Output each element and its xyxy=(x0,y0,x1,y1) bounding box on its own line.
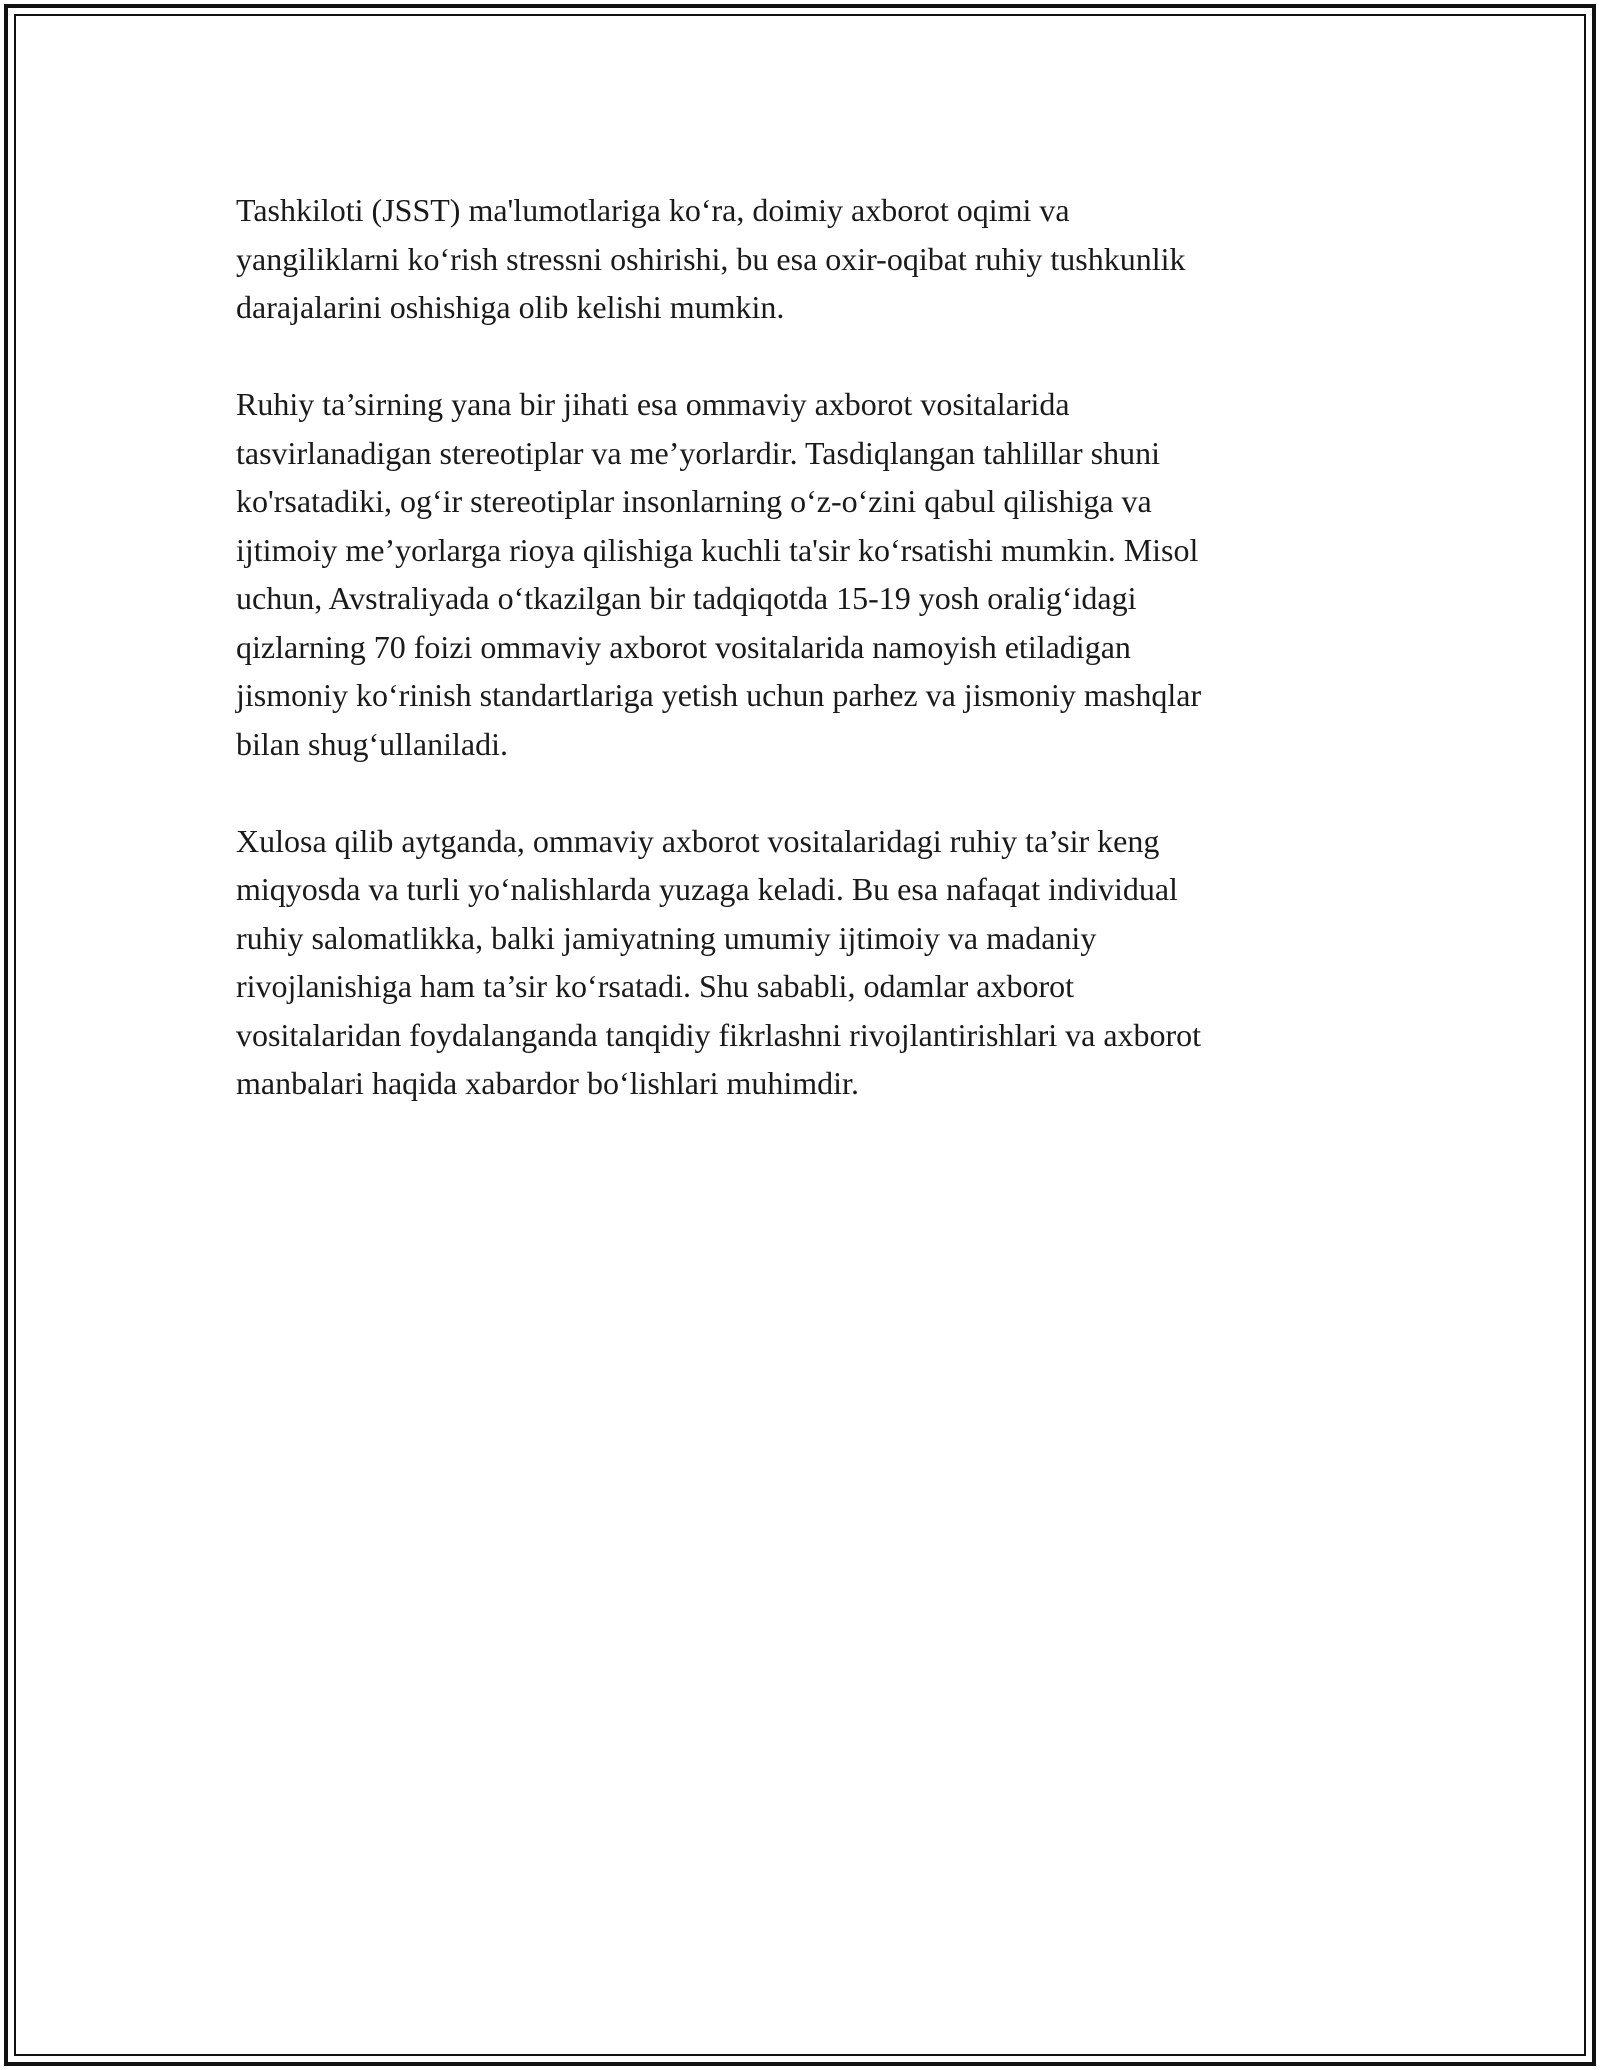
text-line: yangiliklarni ko‘rish stressni oshirishi, bu esa oxir-oqibat ruhiy tushkunlik xyxy=(236,240,1186,277)
text-line: rivojlanishiga ham ta’sir ko‘rsatadi. Shu sababli, odamlar axborot xyxy=(236,968,1075,1004)
text-line: ijtimoiy me’yorlarga rioya qilishiga kuchli ta'sir ko‘rsatishi mumkin. Misol xyxy=(236,531,1199,568)
text-line: Ruhiy ta’sirning yana bir jihati esa ommaviy axborot vositalarida xyxy=(236,386,1070,422)
text-line: vositalaridan foydalanganda tanqidiy fikrlashni rivojlantirishlari va axborot xyxy=(236,1016,1202,1053)
text-line: uchun, Avstraliyada o‘tkazilgan bir tadqiqotda 15-19 yosh oralig‘idagi xyxy=(236,580,1137,616)
text-line: tasvirlanadigan stereotiplar va me’yorlardir. Tasdiqlangan tahlillar shuni xyxy=(236,434,1160,471)
text-line: ko'rsatadiki, og‘ir stereotiplar insonlarning o‘z-o‘zini qabul qilishiga va xyxy=(236,483,1152,519)
text-line: qizlarning 70 foizi ommaviy axborot vositalarida namoyish etiladigan xyxy=(236,628,1131,665)
paragraph-3 xyxy=(236,817,1356,1108)
text-line: darajalarini oshishiga olib kelishi mumkin. xyxy=(236,289,785,325)
text-line: Xulosa qilib aytganda, ommaviy axborot vositalaridagi ruhiy ta’sir keng xyxy=(236,822,1160,859)
text-line: jismoniy ko‘rinish standartlariga yetish uchun parhez va jismoniy mashqlar xyxy=(236,677,1202,713)
text-line: bilan shug‘ullaniladi. xyxy=(236,725,508,762)
paragraph-1 xyxy=(236,186,1356,332)
text-line: Tashkiloti (JSST) ma'lumotlariga ko‘ra, doimiy axborot oqimi va xyxy=(236,192,1070,228)
text-line: miqyosda va turli yo‘nalishlarda yuzaga keladi. Bu esa nafaqat individual xyxy=(236,871,1178,907)
document-body xyxy=(236,186,1356,1156)
text-line: manbalari haqida xabardor bo‘lishlari muhimdir. xyxy=(236,1065,859,1101)
paragraph-2 xyxy=(236,380,1356,768)
text-line: ruhiy salomatlikka, balki jamiyatning umumiy ijtimoiy va madaniy xyxy=(236,919,1097,956)
